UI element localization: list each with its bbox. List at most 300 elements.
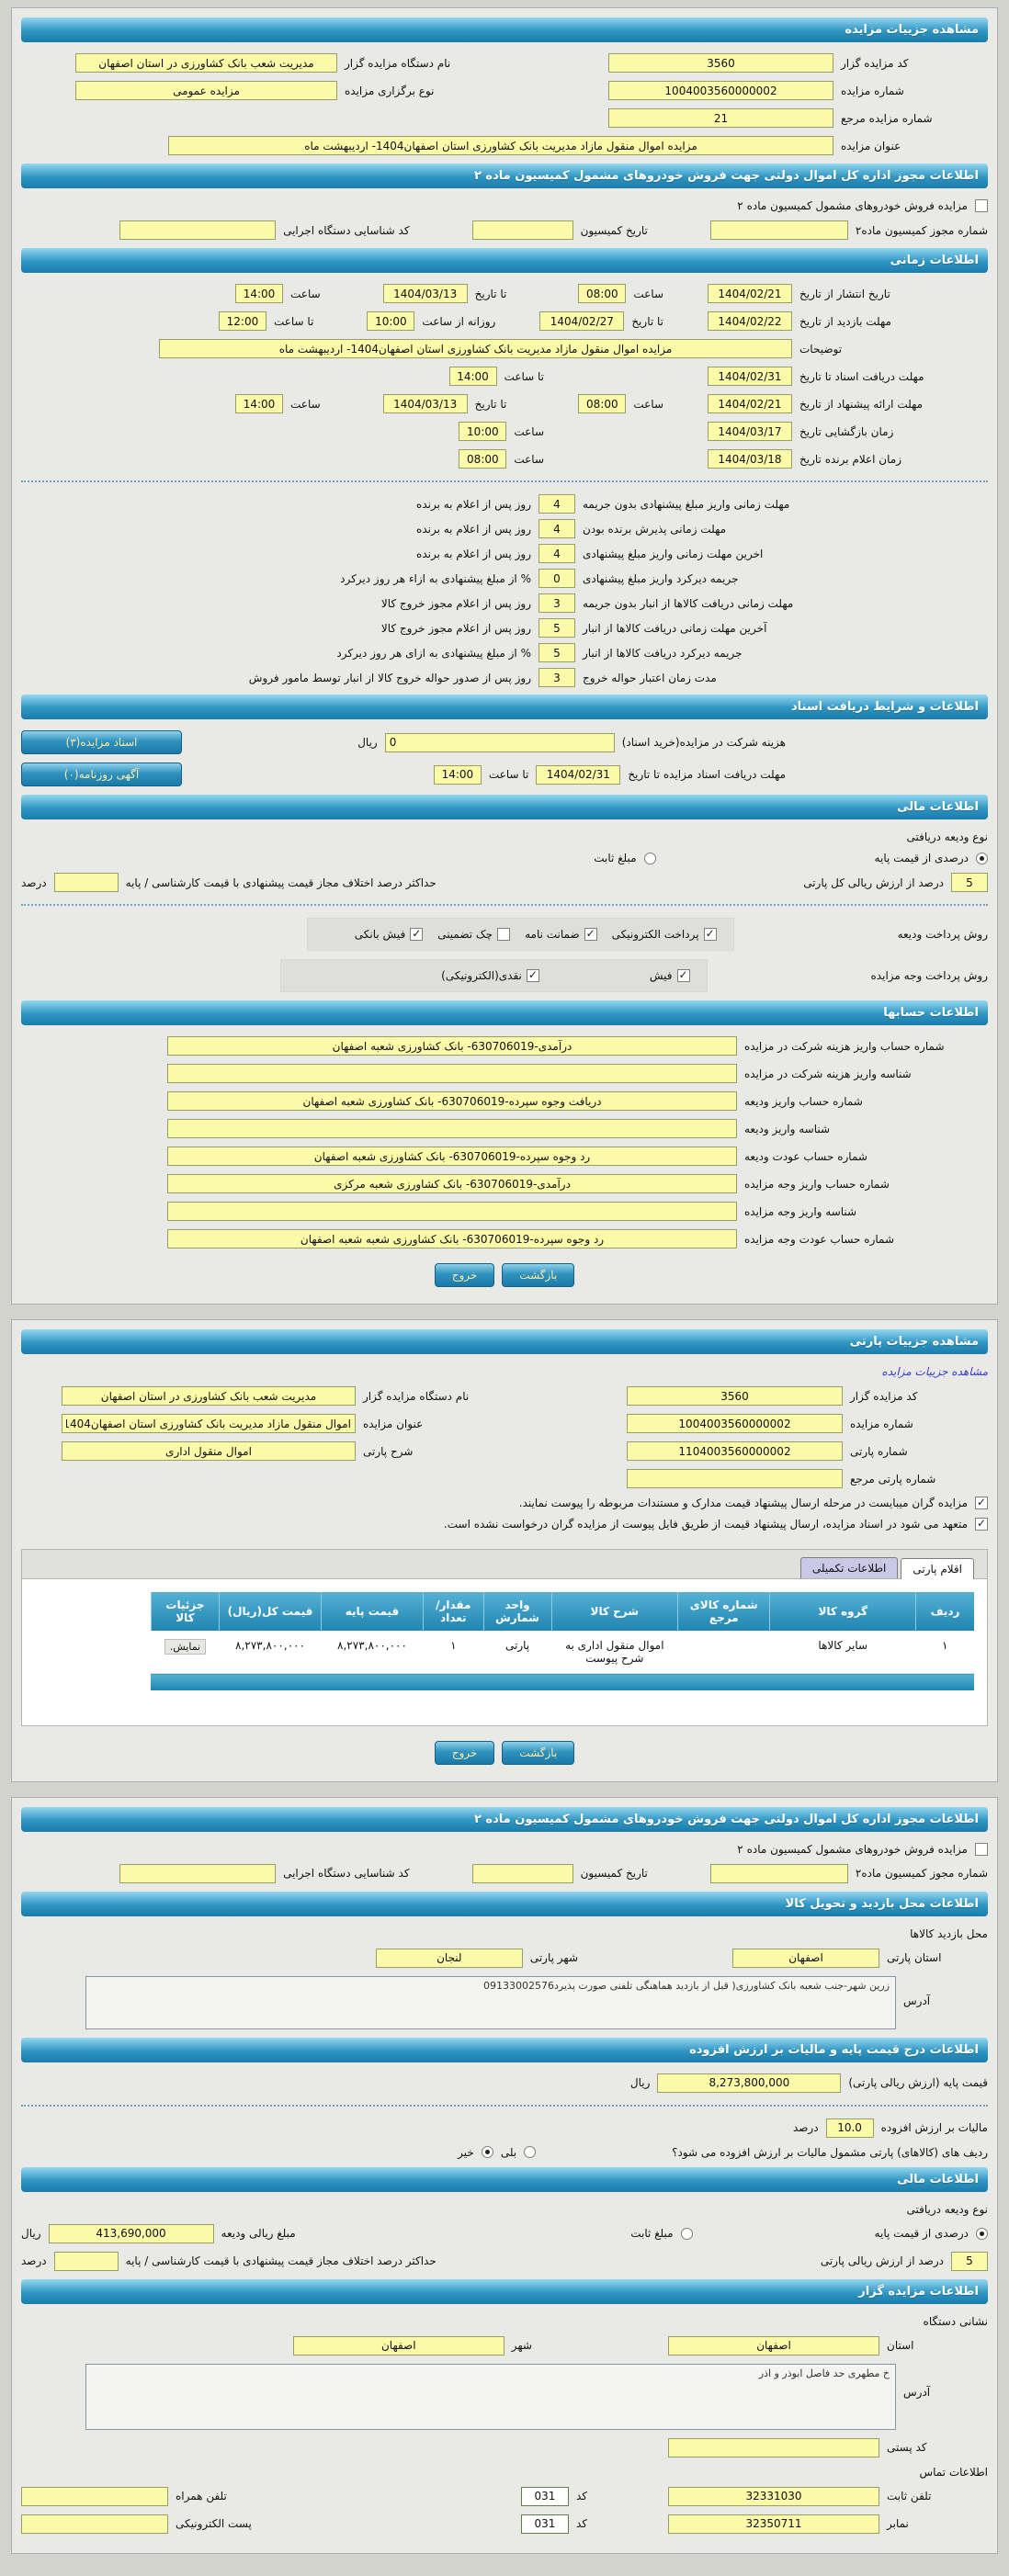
publish-label: تاریخ انتشار از تاریخ — [799, 287, 890, 300]
vat-question-label: ردیف های (کالاهای) پارتی مشمول مالیات بر ارزش افزوده می شود؟ — [672, 2145, 988, 2159]
deposit-percent-field[interactable] — [951, 873, 988, 892]
account-field[interactable] — [167, 1091, 737, 1111]
deposit-percent-suffix: درصد از ارزش ریالی کل پارتی — [803, 876, 944, 889]
lot-auction-number-row — [21, 1414, 988, 1433]
offer-tohour-label: ساعت — [290, 397, 321, 411]
lot-ref-label: شماره پارتی مرجع — [850, 1472, 936, 1486]
postal-code-row — [21, 2438, 988, 2457]
article2-date-label-2: تاریخ کمیسیون — [580, 1867, 648, 1880]
contact-header: اطلاعات تماس — [919, 2465, 988, 2479]
email-field[interactable] — [21, 2514, 168, 2534]
article2-agency-field[interactable] — [119, 220, 276, 240]
lot-province-label: استان پارتی — [887, 1951, 942, 1964]
deposit-amount-label: مبلغ ریالی ودیعه — [221, 2227, 296, 2240]
auction-title-label: عنوان مزایده — [841, 139, 901, 153]
account-field[interactable] — [167, 1202, 737, 1221]
auction-type-field[interactable] — [75, 81, 337, 100]
lot-auction-title-label: عنوان مزایده — [363, 1417, 424, 1430]
article2-checkbox-label-2: مزایده فروش خودروهای مشمول کمیسیون ماده ۲ — [737, 1842, 968, 1856]
phone-label: تلفن ثابت — [887, 2490, 932, 2503]
penalty-suffix: روز پس از اعلام به برنده — [416, 522, 531, 536]
account-field[interactable] — [167, 1174, 737, 1193]
opening-hour-label: ساعت — [514, 424, 544, 438]
article2-permit-label: شماره مجوز کمیسیون ماده۲ — [855, 223, 988, 237]
max-diff-percent-label-2: درصد — [21, 2254, 47, 2267]
penalty-row — [109, 494, 900, 514]
penalty-label: جریمه دیرکرد دریافت کالاها از انبار — [583, 646, 743, 660]
penalty-suffix: روز پس از اعلام به برنده — [416, 547, 531, 560]
col-desc: شرح کالا — [551, 1592, 677, 1631]
docs-fee-row — [21, 730, 988, 754]
slip-checkbox[interactable] — [677, 969, 690, 982]
vat-percent-label: درصد — [792, 2121, 819, 2134]
penalty-row — [109, 569, 900, 588]
deposit-method-group — [307, 918, 734, 951]
penalty-suffix: روز پس از اعلام مجوز خروج کالا — [380, 621, 531, 635]
organizer-city-field[interactable] — [293, 2336, 504, 2356]
fax-code-field[interactable] — [521, 2514, 569, 2534]
docs-fee-field[interactable] — [385, 733, 615, 752]
lot-bidder-code-field[interactable] — [627, 1386, 843, 1406]
deposit-type-label-2: نوع ودیعه دریافتی — [906, 2202, 988, 2216]
article2-fields-row — [21, 220, 988, 240]
visit-province-row — [21, 1949, 988, 1968]
percent-base-radio-label-2: درصدی از قیمت پایه — [874, 2227, 969, 2240]
newspaper-ads-button[interactable]: آگهی روزنامه(۰) — [21, 763, 182, 786]
ref-number-row — [21, 108, 988, 128]
organizer-province-field[interactable] — [668, 2336, 879, 2356]
penalty-field[interactable] — [539, 519, 575, 538]
lot-number-field[interactable] — [627, 1441, 843, 1461]
article2-checkbox[interactable] — [975, 199, 988, 212]
organizer-address-header-row — [21, 2315, 988, 2328]
winner-label: زمان اعلام برنده تاریخ — [799, 452, 901, 466]
account-field[interactable] — [167, 1119, 737, 1138]
visit-label: مهلت بازدید از تاریخ — [799, 314, 891, 328]
penalty-label: مدت زمان اعتبار حواله خروج — [583, 671, 717, 684]
table-row — [151, 1631, 974, 1674]
financial1-header: اطلاعات مالی — [21, 795, 988, 819]
penalty-suffix: روز پس از صدور حواله خروج کالا از انبار توسط مامور فروش — [248, 671, 531, 684]
lot-note1-checkbox[interactable] — [975, 1497, 988, 1509]
col-group: گروه کالا — [770, 1592, 916, 1631]
winner-time[interactable] — [459, 449, 506, 469]
max-diff-label: حداکثر درصد اختلاف مجاز قیمت پیشنهادی با قیمت کارشناسی / پایه — [125, 876, 436, 889]
col-base-price: قیمت پایه — [322, 1592, 424, 1631]
lot-city-field[interactable] — [376, 1949, 523, 1968]
contact-header-row — [21, 2466, 988, 2479]
dotted-divider — [21, 2105, 988, 2107]
auction-number-row — [21, 81, 988, 100]
lot-note2-checkbox[interactable] — [975, 1518, 988, 1531]
visit-daily-label: روزانه از ساعت — [422, 314, 496, 328]
payment-method-group — [280, 959, 708, 992]
deposit-percent-field-2[interactable] — [951, 2252, 988, 2271]
penalty-field[interactable] — [539, 618, 575, 638]
auction-docs-button[interactable]: اسناد مزایده(۳) — [21, 730, 182, 754]
account-row — [21, 1202, 988, 1221]
penalty-field[interactable] — [539, 544, 575, 563]
account-field[interactable] — [167, 1229, 737, 1248]
electronic-payment-checkbox[interactable] — [704, 928, 717, 941]
auction-number-label: شماره مزایده — [841, 84, 904, 97]
payment-method-row — [21, 959, 988, 992]
lot-note1-label: مزایده گران میبایست در مرحله ارسال پیشنهاد قیمت مدارک و مستندات مربوطه را پیوست نمایند. — [518, 1497, 968, 1509]
lot-auction-title-field[interactable] — [62, 1414, 356, 1433]
offer-from-date[interactable] — [708, 394, 792, 413]
deposit-type-row — [21, 830, 988, 843]
lot-items-table — [151, 1592, 974, 1690]
deposit-type-label: نوع ودیعه دریافتی — [906, 830, 988, 843]
lot-desc-label: شرح پارتی — [363, 1444, 414, 1458]
penalty-label: مهلت زمانی واریز مبلغ پیشنهادی بدون جریمه — [583, 497, 790, 511]
cell-base-price: ۸,۲۷۳,۸۰۰,۰۰۰ — [322, 1631, 424, 1674]
lot-details-panel — [11, 1319, 998, 1782]
article2-date-field[interactable] — [472, 220, 573, 240]
certified-check-label: چک تضمینی — [437, 928, 493, 941]
mobile-field[interactable] — [21, 2487, 168, 2506]
dotted-divider — [21, 904, 988, 906]
certified-check-checkbox[interactable] — [497, 928, 510, 941]
lot-tabstrip — [21, 1549, 988, 1578]
deposit-method-label: روش پرداخت ودیعه — [897, 928, 988, 941]
winner-hour-label: ساعت — [514, 452, 544, 466]
penalty-suffix: روز پس از اعلام مجوز خروج کالا — [380, 596, 531, 610]
financial2-header: اطلاعات مالی — [21, 2167, 988, 2192]
offer-from-time[interactable] — [578, 394, 626, 413]
lot-note2-label: متعهد می شود در اسناد مزایده، ارسال پیشنهاد قیمت از طریق فایل پیوست از مزایده گران درخواست نشده است. — [443, 1518, 968, 1531]
cell-qty: ۱ — [424, 1631, 484, 1674]
organizer-city-label: شهر — [511, 2339, 532, 2352]
base-price-label: قیمت پایه (ارزش ریالی پارتی) — [848, 2076, 988, 2089]
account-label: شناسه واریز ودیعه — [744, 1122, 831, 1135]
auction-title-field[interactable] — [168, 136, 833, 155]
show-details-link[interactable]: نمایش. — [164, 1639, 206, 1655]
vat-row — [21, 2118, 988, 2138]
article2-checkbox-row-2 — [21, 1843, 988, 1856]
visit-to-time[interactable] — [219, 311, 266, 331]
exit-button[interactable]: خروج — [435, 1263, 495, 1287]
account-row — [21, 1174, 988, 1193]
col-total-price: قیمت کل(ریال) — [219, 1592, 321, 1631]
auction-number-field[interactable] — [608, 81, 833, 100]
account-label: شماره حساب واریز وجه مزایده — [744, 1177, 890, 1191]
article2-agency-label: کد شناسایی دستگاه اجرایی — [283, 223, 410, 237]
lot-ref-row — [21, 1469, 988, 1488]
article2-checkbox-2[interactable] — [975, 1843, 988, 1856]
docs-header: اطلاعات و شرایط دریافت اسناد — [21, 695, 988, 719]
deposit-option-row-2 — [21, 2224, 988, 2243]
visit-from-time[interactable] — [367, 311, 414, 331]
penalty-label: جریمه دیرکرد واریز مبلغ پیشنهادی — [583, 571, 739, 585]
exit-button[interactable]: خروج — [435, 1741, 495, 1765]
view-auction-details-link[interactable]: مشاهده جزییات مزایده — [881, 1365, 988, 1378]
account-label: شماره حساب واریز ودیعه — [744, 1094, 863, 1108]
docs-deadline2-date[interactable] — [536, 765, 620, 785]
fixed-amount-radio-label: مبلغ ثابت — [594, 852, 637, 864]
lot-number-label: شماره پارتی — [850, 1444, 908, 1458]
penalty-field[interactable] — [539, 668, 575, 687]
base-price-rial-label: ریال — [629, 2076, 651, 2089]
visit-row — [21, 311, 988, 331]
penalty-suffix: روز پس از اعلام به برنده — [416, 497, 531, 511]
electronic-payment-label: پرداخت الکترونیکی — [611, 928, 699, 941]
article2-header: اطلاعات مجوز اداره کل اموال دولتی جهت فروش خودروهای مشمول کمیسیون ماده ۲ — [21, 164, 988, 188]
offer-row — [21, 394, 988, 413]
publish-from-time[interactable] — [578, 284, 626, 303]
docs-deadline2-label: مهلت دریافت اسناد مزایده تا تاریخ — [628, 768, 786, 781]
auction-title-row — [21, 136, 988, 155]
article2-checkbox-row — [21, 199, 988, 212]
visit-tohour-label: تا ساعت — [273, 314, 314, 328]
tab-extra-info[interactable]: اطلاعات تکمیلی — [800, 1557, 898, 1578]
lot-items-table-container — [21, 1578, 988, 1726]
phone-code-label: کد — [575, 2490, 587, 2503]
vat-yes-radio[interactable] — [524, 2146, 536, 2158]
visit-from-date[interactable] — [708, 311, 792, 331]
article2-date-label: تاریخ کمیسیون — [580, 223, 648, 237]
col-index: ردیف — [916, 1592, 974, 1631]
cell-total-price: ۸,۲۷۳,۸۰۰,۰۰۰ — [219, 1631, 321, 1674]
postal-code-label: کد پستی — [887, 2441, 927, 2454]
percent-base-radio[interactable] — [976, 853, 988, 864]
opening-row — [21, 422, 988, 441]
cell-group: سایر کالاها — [770, 1631, 916, 1674]
docs-fee-rial-label: ریال — [357, 736, 378, 749]
cell-ref — [678, 1631, 770, 1674]
penalty-suffix: % از مبلغ پیشنهادی به ازای هر روز دیرکرد — [336, 646, 531, 660]
account-label: شناسه واریز هزینه شرکت در مزایده — [744, 1067, 912, 1080]
opening-date[interactable] — [708, 422, 792, 441]
slip-label: فیش — [649, 969, 673, 982]
lot-address-label: آدرس — [903, 1994, 931, 2007]
bidder-code-label: کد مزایده گزار — [841, 56, 909, 70]
notes-field[interactable] — [159, 339, 792, 358]
col-ref: شماره کالای مرجع — [678, 1592, 770, 1631]
payment-method-label: روش پرداخت وجه مزایده — [870, 969, 988, 982]
max-diff-field-2[interactable] — [54, 2252, 119, 2271]
publish-from-date[interactable] — [708, 284, 792, 303]
bidder-code-field[interactable] — [608, 53, 833, 73]
winner-date[interactable] — [708, 449, 792, 469]
lot-bidder-name-label: نام دستگاه مزایده گزار — [363, 1389, 470, 1403]
docs-deadline2-row — [21, 763, 988, 786]
fax-field[interactable] — [668, 2514, 879, 2534]
panel2-buttons — [21, 1741, 988, 1765]
account-row — [21, 1229, 988, 1248]
organizer-address-header: نشانی دستگاه — [923, 2314, 988, 2328]
postal-code-field[interactable] — [668, 2438, 879, 2457]
penalty-row — [109, 593, 900, 613]
guarantee-label: ضمانت نامه — [525, 928, 580, 941]
back-button[interactable]: بازگشت — [502, 1263, 574, 1287]
cash-electronic-label: نقدی(الکترونیکی) — [441, 969, 522, 982]
account-field[interactable] — [167, 1147, 737, 1166]
back-button[interactable]: بازگشت — [502, 1741, 574, 1765]
accounts-header: اطلاعات حسابها — [21, 1000, 988, 1025]
visit-info-header: اطلاعات محل بازدید و تحویل کالا — [21, 1892, 988, 1916]
article2-permit-field[interactable] — [710, 220, 848, 240]
cell-unit: پارتی — [483, 1631, 551, 1674]
email-label: پست الکترونیکی — [176, 2517, 252, 2530]
notes-label: توضیحات — [799, 342, 843, 356]
cell-index: ۱ — [916, 1631, 974, 1674]
article2-permit-field-2[interactable] — [710, 1864, 848, 1883]
publish-row — [21, 284, 988, 303]
lot-ref-field[interactable] — [627, 1469, 843, 1488]
col-unit: واحد شمارش — [483, 1592, 551, 1631]
fixed-amount-radio-2[interactable] — [681, 2228, 693, 2240]
base-price-row — [21, 2073, 988, 2093]
dotted-divider — [21, 480, 988, 482]
publish-to-time[interactable] — [235, 284, 283, 303]
penalty-label: آخرین مهلت زمانی دریافت کالاها از انبار — [583, 621, 767, 635]
account-field[interactable] — [167, 1036, 737, 1056]
vat-question-row — [21, 2146, 988, 2159]
organizer-address-row — [21, 2364, 988, 2430]
publish-to-date[interactable] — [383, 284, 468, 303]
phone-row — [21, 2487, 988, 2506]
phone-field[interactable] — [668, 2487, 879, 2506]
table-header-row — [151, 1592, 974, 1631]
max-diff-field[interactable] — [54, 873, 119, 892]
penalty-suffix: % از مبلغ پیشنهادی به ازاء هر روز دیرکرد — [340, 571, 531, 585]
max-diff-percent-label: درصد — [21, 876, 47, 889]
docs-deadline-date[interactable] — [708, 367, 792, 386]
docs-deadline2-time[interactable] — [434, 765, 482, 785]
penalty-field[interactable] — [539, 494, 575, 514]
lot-bidder-row — [21, 1386, 988, 1406]
penalty-field[interactable] — [539, 643, 575, 662]
offer-hour-label: ساعت — [633, 397, 663, 411]
penalty-field[interactable] — [539, 569, 575, 588]
percent-base-radio-label: درصدی از قیمت پایه — [874, 852, 969, 864]
opening-label: زمان بازگشایی تاریخ — [799, 424, 894, 438]
cash-electronic-checkbox[interactable] — [527, 969, 539, 982]
panel1-buttons — [21, 1263, 988, 1287]
ref-number-label: شماره مزایده مرجع — [841, 111, 933, 125]
penalty-row — [109, 668, 900, 687]
vat-label: مالیات بر ارزش افزوده — [880, 2121, 988, 2134]
auction-details-panel — [11, 7, 998, 1305]
organizer-province-row — [21, 2336, 988, 2356]
timing-header: اطلاعات زمانی — [21, 248, 988, 273]
docs-deadline-row — [21, 367, 988, 386]
docs-deadline2-tohour-label: تا ساعت — [488, 768, 529, 781]
penalty-label: مهلت زمانی دریافت کالاها از انبار بدون جریمه — [583, 596, 794, 610]
docs-deadline-time[interactable] — [449, 367, 497, 386]
fax-row — [21, 2514, 988, 2534]
notes-row — [21, 339, 988, 358]
article2-agency-field-2[interactable] — [119, 1864, 276, 1883]
offer-label: مهلت ارائه پیشنهاد از تاریخ — [799, 397, 924, 411]
base-price-field[interactable] — [657, 2073, 841, 2093]
docs-fee-label: هزینه شرکت در مزایده(خرید اسناد) — [621, 736, 786, 749]
docs-deadline-label: مهلت دریافت اسناد تا تاریخ — [799, 369, 924, 383]
article2-checkbox-label: مزایده فروش خودروهای مشمول کمیسیون ماده ۲ — [737, 199, 968, 212]
deposit-percent-row-2 — [21, 2252, 988, 2271]
ref-number-field[interactable] — [608, 108, 833, 128]
account-label: شناسه واریز وجه مزایده — [744, 1204, 857, 1218]
article2-fields-row-2 — [21, 1864, 988, 1883]
lot-address-field[interactable] — [85, 1976, 896, 2029]
account-row — [21, 1064, 988, 1083]
bidder-name-label: نام دستگاه مزایده گزار — [345, 56, 451, 70]
deposit-option-row — [21, 852, 988, 864]
lot-bidder-code-label: کد مزایده گزار — [850, 1389, 918, 1403]
cell-desc: اموال منقول اداری به شرح پیوست — [551, 1631, 677, 1674]
view-auction-link-row — [21, 1365, 988, 1378]
vat-no-radio[interactable] — [482, 2146, 493, 2158]
lot-note1-row — [21, 1497, 988, 1509]
offer-todate-label: تا تاریخ — [474, 397, 507, 411]
deposit-amount-field[interactable] — [49, 2224, 214, 2243]
fixed-amount-radio[interactable] — [644, 853, 656, 864]
penalty-row — [109, 643, 900, 662]
article2-permit-label-2: شماره مجوز کمیسیون ماده۲ — [855, 1867, 988, 1880]
bidder-name-field[interactable] — [75, 53, 337, 73]
lot-note2-row — [21, 1518, 988, 1531]
account-field[interactable] — [167, 1064, 737, 1083]
bidder-row — [21, 53, 988, 73]
lot-number-row — [21, 1441, 988, 1461]
penalty-row — [109, 519, 900, 538]
cell-details — [151, 1631, 219, 1674]
penalty-row — [109, 544, 900, 563]
table-footer-bar — [151, 1674, 974, 1690]
publish-tohour-label: ساعت — [290, 287, 321, 300]
lot-bidder-name-field[interactable] — [62, 1386, 356, 1406]
guarantee-checkbox[interactable] — [584, 928, 597, 941]
visit-to-date[interactable] — [539, 311, 624, 331]
lot-desc-field[interactable] — [62, 1441, 356, 1461]
lot-auction-number-label: شماره مزایده — [850, 1417, 913, 1430]
fixed-amount-radio-label-2: مبلغ ثابت — [630, 2227, 674, 2240]
penalty-label: اخرین مهلت زمانی واریز مبلغ پیشنهادی — [583, 547, 764, 560]
fax-label: نمابر — [887, 2517, 909, 2530]
deposit-type-row-2 — [21, 2203, 988, 2216]
col-qty: مقدار/ تعداد — [424, 1592, 484, 1631]
organizer-address-field[interactable] — [85, 2364, 896, 2430]
bank-slip-checkbox[interactable] — [410, 928, 423, 941]
visit-todate-label: تا تاریخ — [631, 314, 663, 328]
auction-details-header: مشاهده جزییات مزایده — [21, 17, 988, 42]
lot-city-label: شهر پارتی — [529, 1951, 578, 1964]
offer-to-date[interactable] — [383, 394, 468, 413]
percent-base-radio-2[interactable] — [976, 2228, 988, 2240]
opening-time[interactable] — [459, 422, 506, 441]
article2-date-field-2[interactable] — [472, 1864, 573, 1883]
penalty-field[interactable] — [539, 593, 575, 613]
organizer-province-label: استان — [887, 2339, 914, 2352]
lot-province-field[interactable] — [732, 1949, 879, 1968]
account-label: شماره حساب عودت وجه مزایده — [744, 1232, 895, 1246]
organizer-address-label: آدرس — [903, 2385, 931, 2399]
vat-field[interactable] — [826, 2118, 874, 2138]
account-label: شماره حساب عودت ودیعه — [744, 1149, 867, 1163]
lot-auction-number-field[interactable] — [627, 1414, 843, 1433]
account-row — [21, 1147, 988, 1166]
bank-slip-label: فیش بانکی — [354, 928, 406, 941]
deposit-percent-row — [21, 873, 988, 892]
offer-to-time[interactable] — [235, 394, 283, 413]
article2-header-2: اطلاعات مجوز اداره کل اموال دولتی جهت فروش خودروهای مشمول کمیسیون ماده ۲ — [21, 1807, 988, 1832]
tab-lot-items[interactable]: اقلام پارتی — [901, 1558, 974, 1579]
deposit-percent-suffix-2: درصد از ارزش ریالی پارتی — [820, 2254, 944, 2267]
col-details: جزئیات کالا — [151, 1592, 219, 1631]
vat-yes-label: بلی — [500, 2145, 517, 2159]
phone-code-field[interactable] — [521, 2487, 569, 2506]
